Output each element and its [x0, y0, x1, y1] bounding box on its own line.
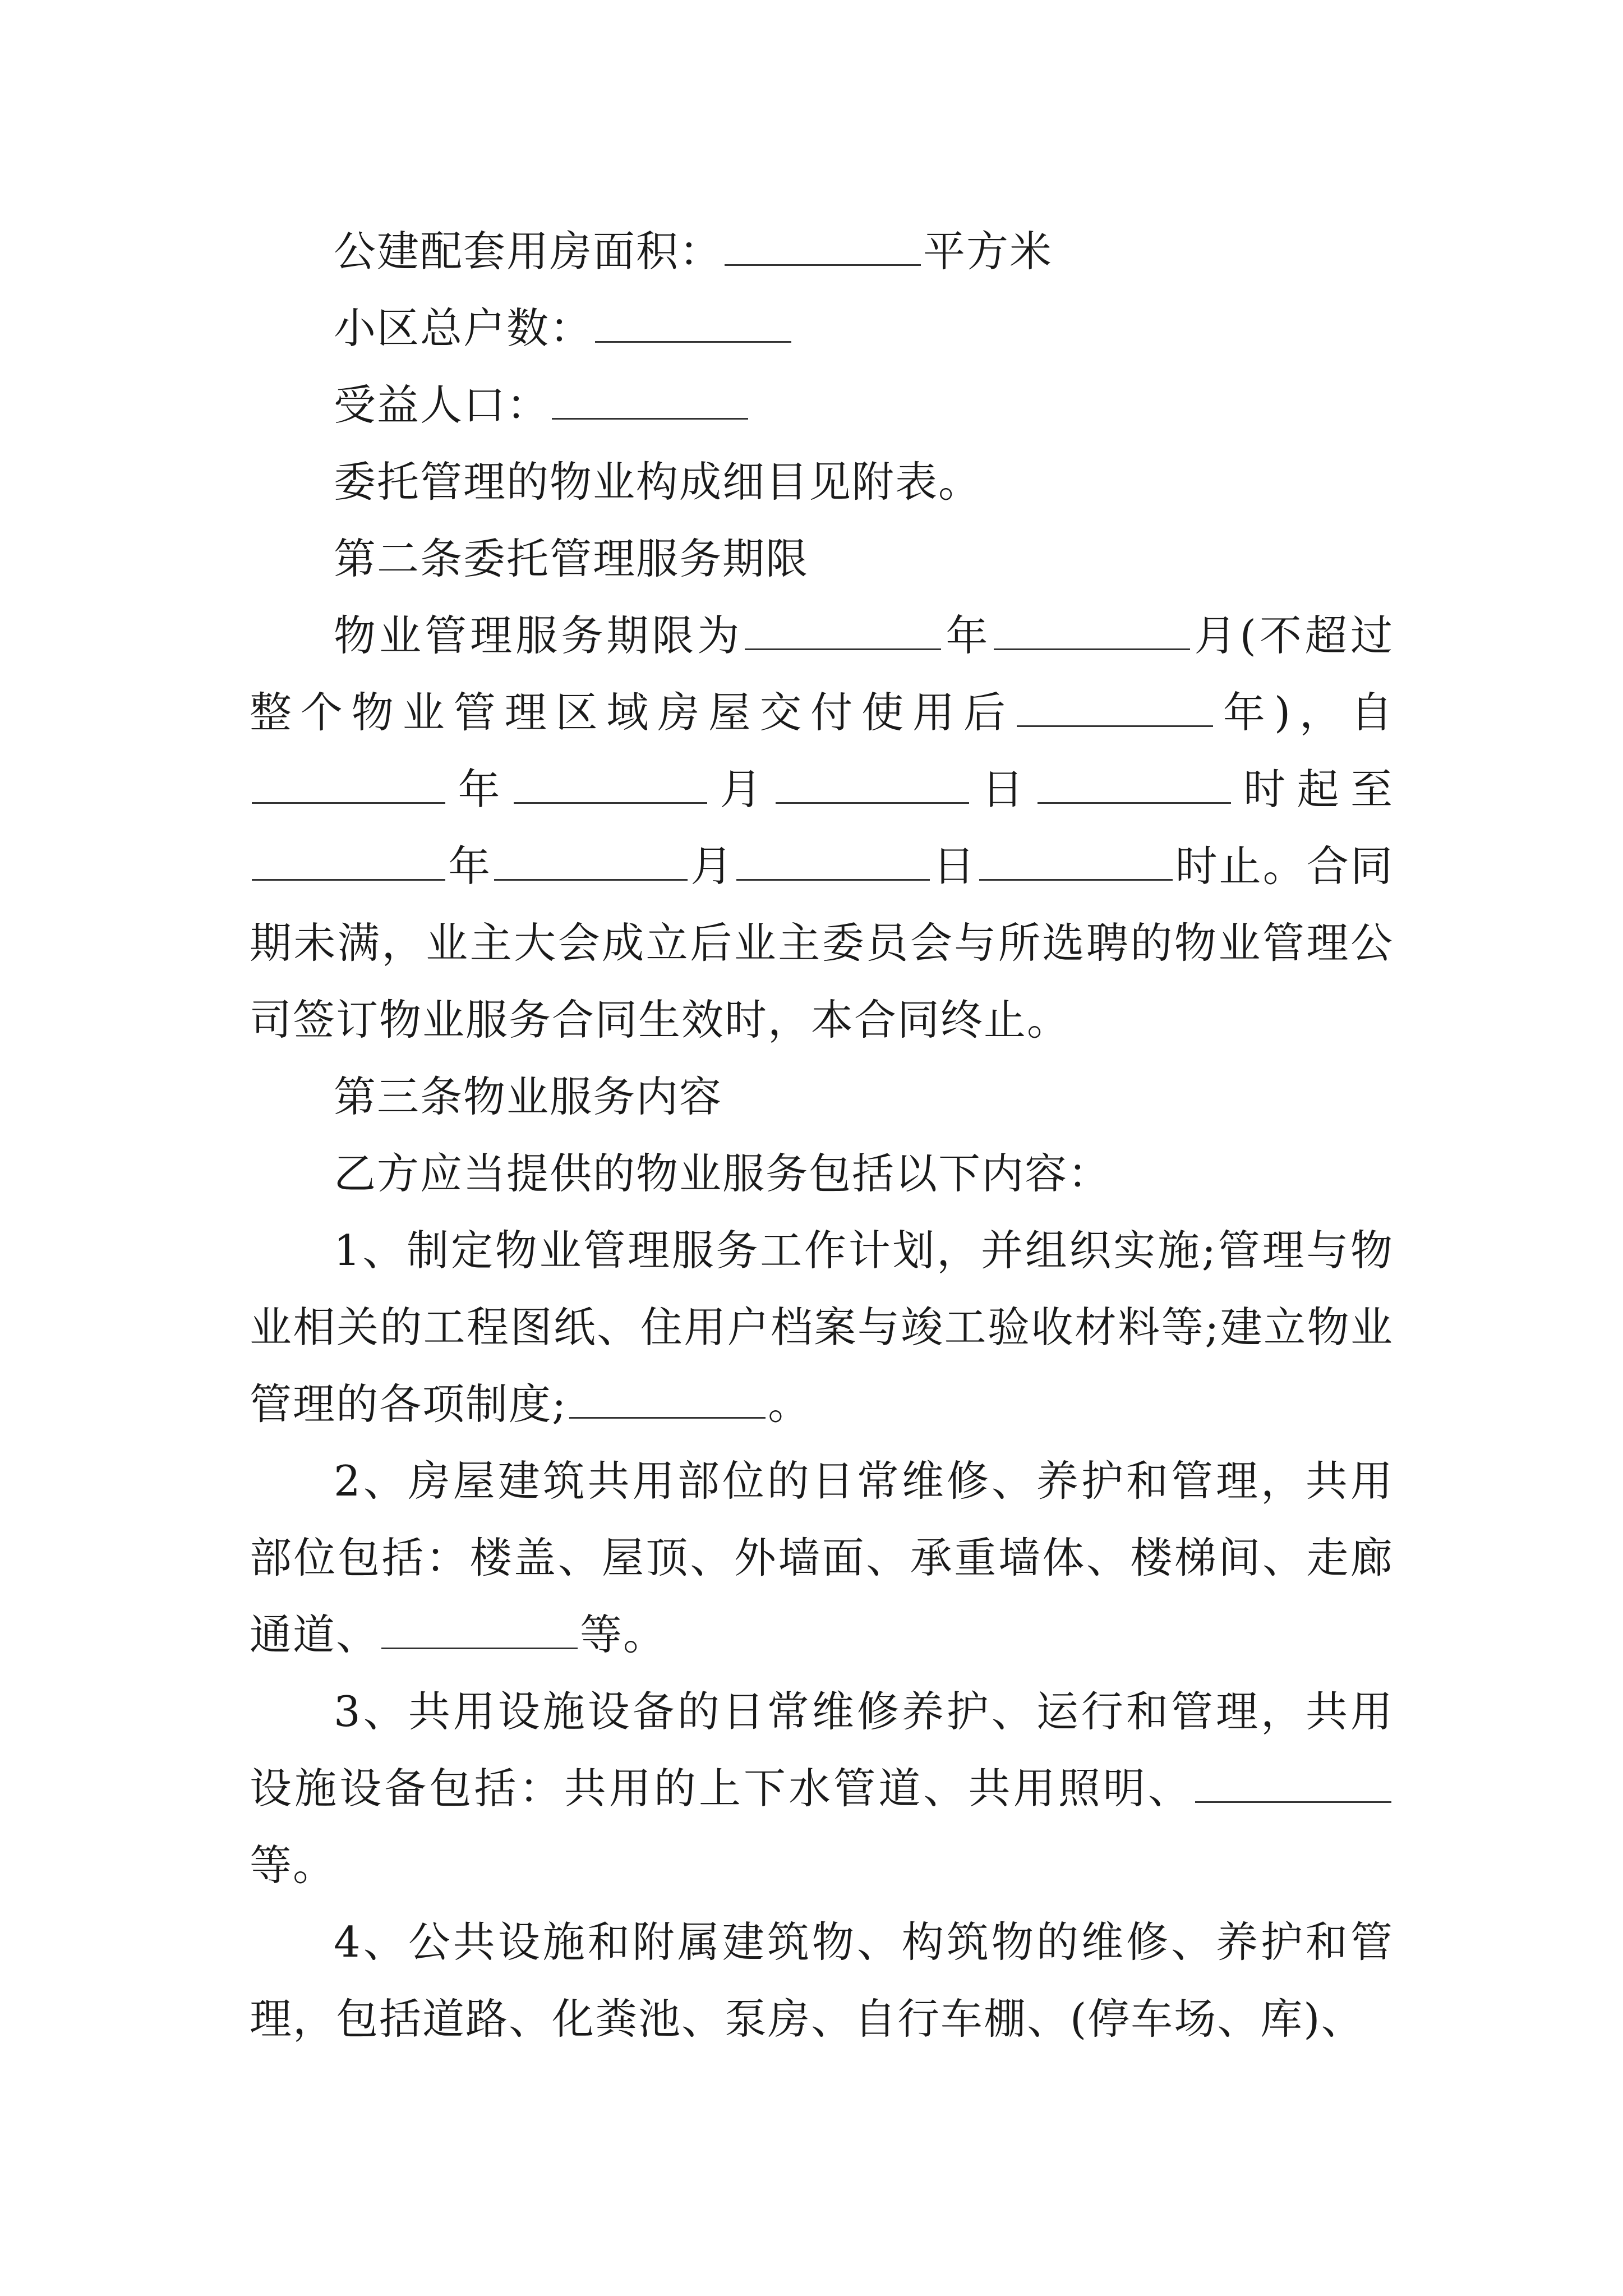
square-meter-unit: 平方米 [923, 227, 1053, 276]
service-item-2-end: 等。 [580, 1610, 667, 1659]
service-term-text-9: 年 [448, 841, 492, 891]
public-facility-area-label: 公建配套用房面积： [334, 227, 723, 276]
service-item-3-end: 等。 [250, 1841, 336, 1890]
end-year-blank[interactable] [252, 845, 445, 881]
total-households-blank[interactable] [595, 307, 791, 343]
public-facility-area-blank[interactable] [725, 231, 921, 266]
service-term-text-7: 日 [971, 765, 1035, 814]
start-hour-blank[interactable] [1038, 769, 1231, 804]
service-term-text-10: 月 [690, 841, 735, 891]
total-households-line [250, 290, 1394, 367]
service-term-text-6: 月 [709, 765, 773, 814]
term-years-blank[interactable] [745, 615, 941, 650]
service-term-text-12: 时止。合同期未满，业主大会成立后业主委员会与所选聘的物业管理公司签订物业服务合同生效时，本合同终止。 [250, 841, 1394, 1045]
beneficiary-population-label: 受益人口： [334, 380, 550, 430]
service-item-3 [250, 1673, 1394, 1904]
beneficiary-population-line [250, 367, 1394, 444]
service-term-text-3: 月(不超过整个物业管理区域房屋交付使用后 [250, 611, 1394, 737]
start-day-blank[interactable] [776, 769, 969, 804]
term-months-blank[interactable] [994, 615, 1190, 650]
service-item-4-text: 4、公共设施和附属建筑物、构筑物的维修、养护和管理，包括道路、化粪池、泵房、自行车棚、(停车场、库)、 [250, 1917, 1394, 2044]
total-households-label: 小区总户数： [334, 303, 593, 353]
service-item-1-end: 。 [768, 1379, 811, 1429]
article-2-heading: 第二条委托管理服务期限 [334, 534, 809, 583]
service-term-paragraph [250, 597, 1394, 1059]
service-term-text-2: 年 [943, 611, 992, 660]
service-item-4 [250, 1904, 1394, 2058]
document-body [250, 213, 1394, 2058]
service-term-text-11: 日 [932, 841, 977, 891]
service-term-text-1: 物业管理服务期限为 [334, 611, 743, 660]
service-item-2-text: 2、房屋建筑共用部位的日常维修、养护和管理，共用部位包括：楼盖、屋顶、外墙面、承重墙体、楼梯间、走廊通道、 [250, 1456, 1394, 1659]
service-item-1-text: 1、制定物业管理服务工作计划，并组织实施;管理与物业相关的工程图纸、住用户档案与竣工验收材料等;建立物业管理的各项制度; [250, 1226, 1394, 1429]
service-item-1-blank[interactable] [569, 1383, 766, 1419]
article-3-heading: 第三条物业服务内容 [334, 1072, 723, 1121]
public-facility-area-line [250, 213, 1394, 290]
start-month-blank[interactable] [514, 769, 707, 804]
end-day-blank[interactable] [736, 845, 930, 881]
service-item-1 [250, 1212, 1394, 1443]
service-term-text-8: 时起至 [1233, 765, 1394, 814]
service-content-intro: 乙方应当提供的物业服务包括以下内容： [334, 1149, 1112, 1198]
max-years-blank[interactable] [1017, 692, 1213, 727]
service-item-2-blank[interactable] [381, 1614, 578, 1649]
beneficiary-population-blank[interactable] [552, 384, 748, 420]
service-term-text-4: 年)，自 [1215, 688, 1394, 737]
property-details-note: 委托管理的物业构成细目见附表。 [334, 457, 982, 507]
end-month-blank[interactable] [494, 845, 688, 881]
service-item-2 [250, 1443, 1394, 1673]
service-item-3-text: 3、共用设施设备的日常维修养护、运行和管理，共用设施设备包括：共用的上下水管道、共用照明、 [250, 1687, 1394, 1813]
service-term-text-5: 年 [448, 765, 511, 814]
service-item-3-blank[interactable] [1195, 1768, 1391, 1803]
start-year-blank[interactable] [252, 769, 445, 804]
end-hour-blank[interactable] [979, 845, 1173, 881]
